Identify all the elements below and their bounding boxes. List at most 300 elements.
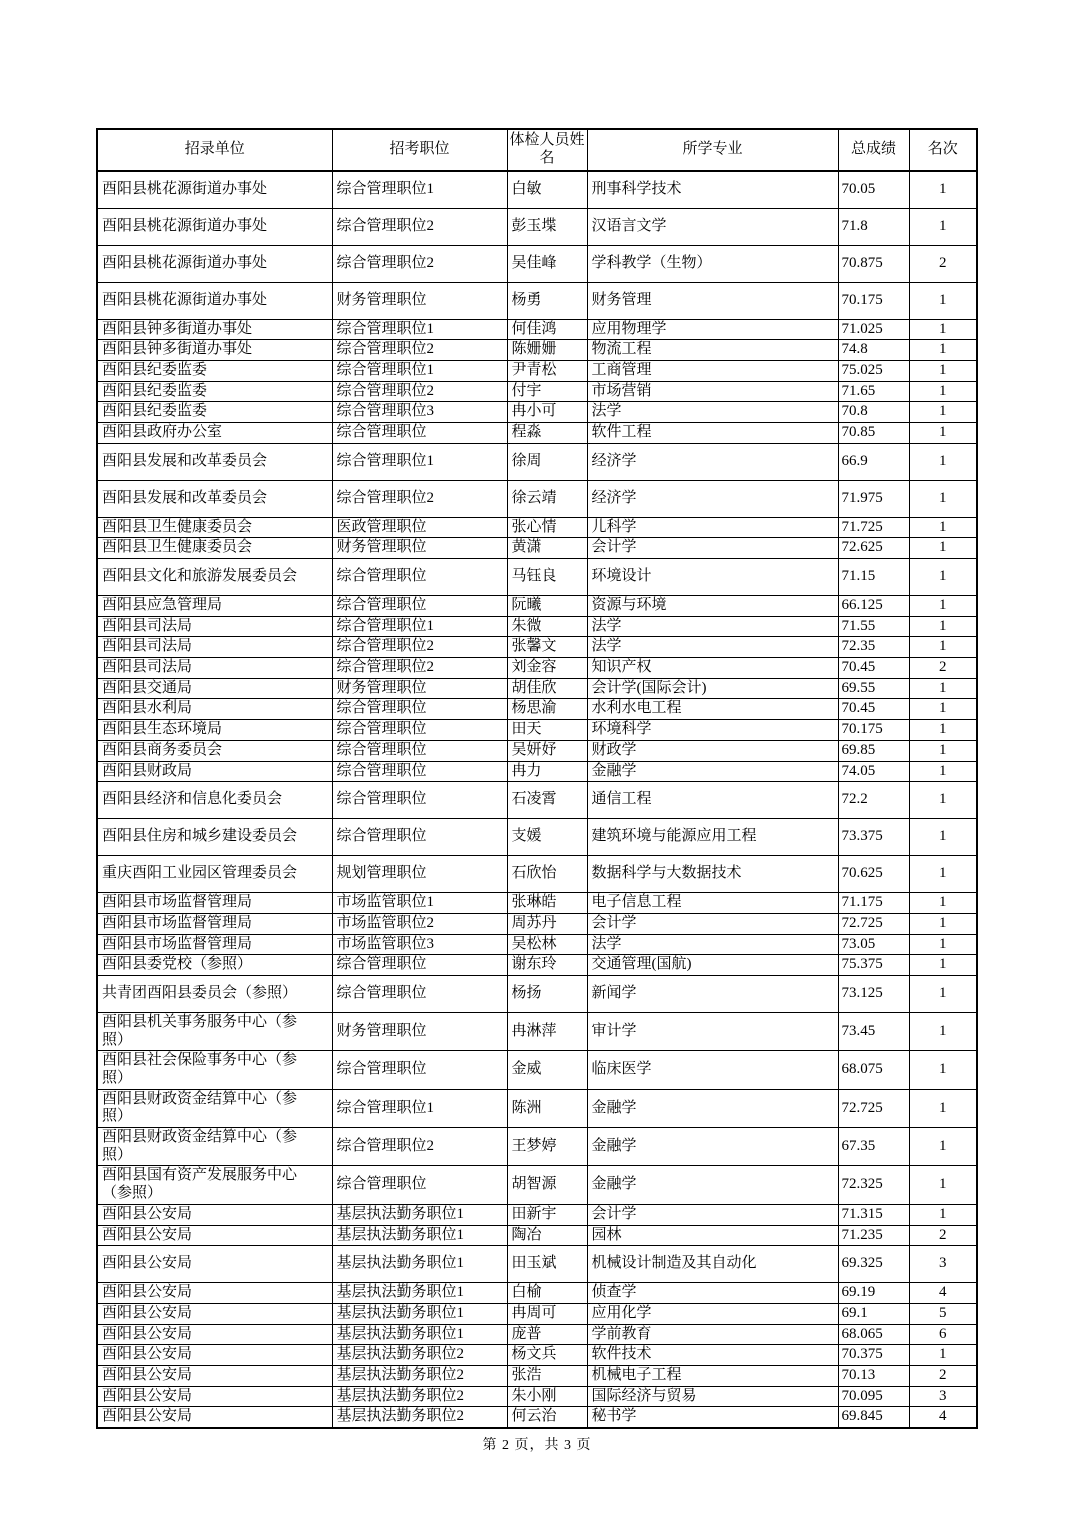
cell-position: 综合管理职位2	[332, 381, 507, 402]
table-row	[97, 1166, 977, 1204]
cell-name: 彭玉堞	[507, 208, 587, 245]
cell-rank: 1	[909, 761, 977, 782]
cell-rank: 1	[909, 740, 977, 761]
cell-major: 侦查学	[587, 1283, 838, 1304]
cell-name: 石欣怡	[507, 856, 587, 893]
cell-name: 白敏	[507, 171, 587, 208]
cell-score: 72.725	[838, 1089, 909, 1127]
cell-position: 综合管理职位	[332, 740, 507, 761]
cell-unit: 酉阳县应急管理局	[97, 596, 332, 617]
cell-position: 综合管理职位	[332, 422, 507, 443]
cell-unit: 酉阳县公安局	[97, 1246, 332, 1283]
table-row	[97, 282, 977, 319]
page-number-footer: 第 2 页，共 3 页	[482, 1438, 592, 1453]
table-row	[97, 1225, 977, 1246]
cell-name: 陶冶	[507, 1225, 587, 1246]
cell-score: 70.8	[838, 402, 909, 423]
table-row	[97, 1324, 977, 1345]
cell-rank: 3	[909, 1386, 977, 1407]
cell-unit: 酉阳县公安局	[97, 1345, 332, 1366]
header-major: 所学专业	[587, 129, 838, 171]
cell-unit: 酉阳县钟多街道办事处	[97, 340, 332, 361]
cell-score: 71.8	[838, 208, 909, 245]
cell-rank: 1	[909, 893, 977, 914]
cell-score: 70.05	[838, 171, 909, 208]
cell-name: 何云治	[507, 1407, 587, 1428]
cell-rank: 1	[909, 480, 977, 517]
results-table	[96, 128, 978, 1429]
cell-unit: 酉阳县公安局	[97, 1204, 332, 1225]
cell-score: 72.725	[838, 913, 909, 934]
cell-rank: 1	[909, 782, 977, 819]
table-row	[97, 1128, 977, 1166]
cell-major: 水利水电工程	[587, 699, 838, 720]
cell-position: 基层执法勤务职位1	[332, 1204, 507, 1225]
cell-unit: 酉阳县桃花源街道办事处	[97, 282, 332, 319]
cell-unit: 酉阳县生态环境局	[97, 720, 332, 741]
table-row	[97, 596, 977, 617]
cell-name: 周苏丹	[507, 913, 587, 934]
cell-major: 知识产权	[587, 658, 838, 679]
cell-position: 基层执法勤务职位1	[332, 1324, 507, 1345]
cell-name: 黄潇	[507, 538, 587, 559]
header-row	[97, 129, 977, 171]
cell-position: 综合管理职位	[332, 955, 507, 976]
table-row	[97, 782, 977, 819]
cell-position: 市场监管职位3	[332, 934, 507, 955]
cell-unit: 酉阳县纪委监委	[97, 402, 332, 423]
table-row	[97, 740, 977, 761]
cell-position: 综合管理职位2	[332, 637, 507, 658]
cell-rank: 1	[909, 955, 977, 976]
cell-unit: 酉阳县公安局	[97, 1324, 332, 1345]
cell-major: 刑事科学技术	[587, 171, 838, 208]
cell-major: 市场营销	[587, 381, 838, 402]
cell-unit: 酉阳县卫生健康委员会	[97, 517, 332, 538]
cell-major: 交通管理(国航)	[587, 955, 838, 976]
cell-score: 69.55	[838, 678, 909, 699]
cell-rank: 1	[909, 1166, 977, 1204]
cell-unit: 酉阳县公安局	[97, 1386, 332, 1407]
cell-unit: 酉阳县文化和旅游发展委员会	[97, 559, 332, 596]
cell-position: 综合管理职位1	[332, 1089, 507, 1127]
cell-name: 冉周可	[507, 1303, 587, 1324]
cell-position: 基层执法勤务职位1	[332, 1283, 507, 1304]
cell-rank: 1	[909, 559, 977, 596]
cell-major: 儿科学	[587, 517, 838, 538]
cell-score: 68.075	[838, 1051, 909, 1089]
cell-unit: 酉阳县纪委监委	[97, 360, 332, 381]
cell-score: 70.175	[838, 282, 909, 319]
cell-major: 财政学	[587, 740, 838, 761]
table-row	[97, 856, 977, 893]
cell-score: 70.375	[838, 1345, 909, 1366]
table-row	[97, 699, 977, 720]
cell-name: 杨扬	[507, 975, 587, 1012]
table-row	[97, 1012, 977, 1050]
cell-unit: 酉阳县财政资金结算中心（参照）	[97, 1128, 332, 1166]
cell-name: 杨勇	[507, 282, 587, 319]
cell-score: 70.875	[838, 245, 909, 282]
cell-unit: 酉阳县发展和改革委员会	[97, 480, 332, 517]
cell-position: 综合管理职位	[332, 720, 507, 741]
cell-major: 临床医学	[587, 1051, 838, 1089]
table-row	[97, 1407, 977, 1428]
cell-major: 电子信息工程	[587, 893, 838, 914]
cell-rank: 1	[909, 171, 977, 208]
cell-rank: 1	[909, 596, 977, 617]
cell-major: 会计学(国际会计)	[587, 678, 838, 699]
table-row	[97, 1089, 977, 1127]
cell-rank: 1	[909, 402, 977, 423]
cell-rank: 1	[909, 637, 977, 658]
cell-score: 71.55	[838, 616, 909, 637]
cell-rank: 1	[909, 934, 977, 955]
cell-major: 学前教育	[587, 1324, 838, 1345]
table-row	[97, 517, 977, 538]
table-row	[97, 658, 977, 679]
cell-score: 72.2	[838, 782, 909, 819]
cell-rank: 2	[909, 658, 977, 679]
cell-name: 徐云靖	[507, 480, 587, 517]
cell-name: 马钰良	[507, 559, 587, 596]
cell-score: 70.85	[838, 422, 909, 443]
cell-major: 数据科学与大数据技术	[587, 856, 838, 893]
cell-major: 环境科学	[587, 720, 838, 741]
cell-position: 综合管理职位	[332, 699, 507, 720]
table-row	[97, 538, 977, 559]
cell-name: 阮曦	[507, 596, 587, 617]
cell-unit: 酉阳县司法局	[97, 637, 332, 658]
cell-major: 金融学	[587, 1089, 838, 1127]
cell-name: 吴妍妤	[507, 740, 587, 761]
cell-major: 环境设计	[587, 559, 838, 596]
cell-major: 法学	[587, 402, 838, 423]
cell-name: 石凌霄	[507, 782, 587, 819]
cell-rank: 6	[909, 1324, 977, 1345]
cell-position: 综合管理职位1	[332, 319, 507, 340]
cell-rank: 1	[909, 282, 977, 319]
table-row	[97, 678, 977, 699]
cell-score: 70.095	[838, 1386, 909, 1407]
cell-position: 市场监管职位1	[332, 893, 507, 914]
cell-position: 基层执法勤务职位2	[332, 1365, 507, 1386]
cell-major: 法学	[587, 637, 838, 658]
cell-name: 尹青松	[507, 360, 587, 381]
cell-rank: 5	[909, 1303, 977, 1324]
cell-major: 金融学	[587, 1128, 838, 1166]
cell-name: 吴佳峰	[507, 245, 587, 282]
cell-name: 徐周	[507, 443, 587, 480]
cell-score: 71.975	[838, 480, 909, 517]
cell-major: 汉语言文学	[587, 208, 838, 245]
cell-position: 基层执法勤务职位2	[332, 1407, 507, 1428]
cell-position: 综合管理职位2	[332, 658, 507, 679]
cell-major: 经济学	[587, 480, 838, 517]
cell-rank: 2	[909, 1365, 977, 1386]
cell-rank: 1	[909, 319, 977, 340]
cell-position: 综合管理职位	[332, 761, 507, 782]
cell-unit: 酉阳县市场监督管理局	[97, 913, 332, 934]
cell-position: 财务管理职位	[332, 282, 507, 319]
cell-position: 综合管理职位1	[332, 443, 507, 480]
cell-position: 基层执法勤务职位2	[332, 1345, 507, 1366]
cell-rank: 1	[909, 975, 977, 1012]
cell-score: 73.45	[838, 1012, 909, 1050]
cell-name: 张心情	[507, 517, 587, 538]
cell-position: 财务管理职位	[332, 1012, 507, 1050]
cell-rank: 1	[909, 819, 977, 856]
cell-position: 综合管理职位	[332, 559, 507, 596]
cell-rank: 1	[909, 381, 977, 402]
cell-rank: 1	[909, 1051, 977, 1089]
cell-major: 物流工程	[587, 340, 838, 361]
cell-name: 陈姗姗	[507, 340, 587, 361]
cell-score: 71.235	[838, 1225, 909, 1246]
cell-unit: 酉阳县纪委监委	[97, 381, 332, 402]
cell-major: 国际经济与贸易	[587, 1386, 838, 1407]
cell-rank: 1	[909, 1345, 977, 1366]
cell-name: 张浩	[507, 1365, 587, 1386]
cell-position: 综合管理职位1	[332, 360, 507, 381]
cell-position: 财务管理职位	[332, 538, 507, 559]
header-total-score: 总成绩	[838, 129, 909, 171]
header-candidate-name: 体检人员姓名	[507, 129, 587, 171]
cell-position: 综合管理职位2	[332, 340, 507, 361]
cell-unit: 酉阳县国有资产发展服务中心（参照）	[97, 1166, 332, 1204]
cell-name: 白榆	[507, 1283, 587, 1304]
cell-name: 张琳皓	[507, 893, 587, 914]
table-row	[97, 934, 977, 955]
table-row	[97, 637, 977, 658]
cell-position: 综合管理职位	[332, 596, 507, 617]
table-row	[97, 171, 977, 208]
cell-score: 67.35	[838, 1128, 909, 1166]
cell-unit: 酉阳县商务委员会	[97, 740, 332, 761]
cell-unit: 酉阳县经济和信息化委员会	[97, 782, 332, 819]
table-row	[97, 360, 977, 381]
cell-score: 68.065	[838, 1324, 909, 1345]
cell-score: 72.325	[838, 1166, 909, 1204]
cell-position: 基层执法勤务职位1	[332, 1246, 507, 1283]
cell-unit: 酉阳县住房和城乡建设委员会	[97, 819, 332, 856]
cell-rank: 1	[909, 360, 977, 381]
cell-unit: 酉阳县市场监督管理局	[97, 934, 332, 955]
table-row	[97, 1345, 977, 1366]
cell-major: 软件技术	[587, 1345, 838, 1366]
cell-unit: 酉阳县交通局	[97, 678, 332, 699]
cell-score: 75.375	[838, 955, 909, 976]
cell-score: 69.19	[838, 1283, 909, 1304]
cell-rank: 2	[909, 1225, 977, 1246]
table-row	[97, 1051, 977, 1089]
cell-rank: 4	[909, 1283, 977, 1304]
table-row	[97, 1365, 977, 1386]
table-row	[97, 1204, 977, 1225]
cell-unit: 酉阳县市场监督管理局	[97, 893, 332, 914]
table-row	[97, 319, 977, 340]
cell-name: 冉淋萍	[507, 1012, 587, 1050]
cell-major: 秘书学	[587, 1407, 838, 1428]
table-row	[97, 245, 977, 282]
cell-score: 72.35	[838, 637, 909, 658]
cell-unit: 酉阳县司法局	[97, 658, 332, 679]
cell-name: 胡智源	[507, 1166, 587, 1204]
cell-score: 71.175	[838, 893, 909, 914]
cell-score: 70.625	[838, 856, 909, 893]
cell-score: 72.625	[838, 538, 909, 559]
table-row	[97, 381, 977, 402]
header-position: 招考职位	[332, 129, 507, 171]
cell-rank: 1	[909, 1128, 977, 1166]
table-row	[97, 761, 977, 782]
cell-unit: 酉阳县水利局	[97, 699, 332, 720]
cell-major: 金融学	[587, 761, 838, 782]
cell-position: 综合管理职位2	[332, 208, 507, 245]
cell-name: 朱小刚	[507, 1386, 587, 1407]
cell-major: 建筑环境与能源应用工程	[587, 819, 838, 856]
cell-position: 综合管理职位	[332, 782, 507, 819]
cell-score: 70.175	[838, 720, 909, 741]
cell-score: 69.845	[838, 1407, 909, 1428]
table-row	[97, 559, 977, 596]
table-row	[97, 720, 977, 741]
table-row	[97, 422, 977, 443]
cell-rank: 1	[909, 517, 977, 538]
table-row	[97, 1303, 977, 1324]
cell-unit: 酉阳县社会保险事务中心（参照）	[97, 1051, 332, 1089]
cell-score: 66.9	[838, 443, 909, 480]
cell-score: 70.45	[838, 699, 909, 720]
cell-major: 财务管理	[587, 282, 838, 319]
cell-major: 审计学	[587, 1012, 838, 1050]
cell-rank: 1	[909, 443, 977, 480]
cell-rank: 1	[909, 720, 977, 741]
cell-name: 程淼	[507, 422, 587, 443]
table-row	[97, 208, 977, 245]
cell-score: 71.025	[838, 319, 909, 340]
cell-major: 通信工程	[587, 782, 838, 819]
cell-major: 资源与环境	[587, 596, 838, 617]
cell-unit: 酉阳县委党校（参照）	[97, 955, 332, 976]
cell-name: 杨思渝	[507, 699, 587, 720]
cell-rank: 1	[909, 699, 977, 720]
cell-unit: 酉阳县公安局	[97, 1365, 332, 1386]
cell-unit: 酉阳县钟多街道办事处	[97, 319, 332, 340]
table-row	[97, 1246, 977, 1283]
cell-name: 付宇	[507, 381, 587, 402]
cell-rank: 1	[909, 616, 977, 637]
cell-major: 会计学	[587, 538, 838, 559]
cell-score: 70.13	[838, 1365, 909, 1386]
table-row	[97, 480, 977, 517]
cell-unit: 酉阳县发展和改革委员会	[97, 443, 332, 480]
table-row	[97, 1283, 977, 1304]
cell-score: 73.375	[838, 819, 909, 856]
cell-unit: 酉阳县公安局	[97, 1407, 332, 1428]
cell-rank: 1	[909, 856, 977, 893]
cell-position: 基层执法勤务职位2	[332, 1386, 507, 1407]
cell-name: 胡佳欣	[507, 678, 587, 699]
cell-score: 73.125	[838, 975, 909, 1012]
cell-rank: 1	[909, 1089, 977, 1127]
cell-major: 应用物理学	[587, 319, 838, 340]
cell-unit: 酉阳县桃花源街道办事处	[97, 245, 332, 282]
cell-position: 综合管理职位1	[332, 616, 507, 637]
cell-rank: 3	[909, 1246, 977, 1283]
cell-score: 69.325	[838, 1246, 909, 1283]
cell-name: 庞普	[507, 1324, 587, 1345]
table-row	[97, 955, 977, 976]
cell-rank: 1	[909, 208, 977, 245]
cell-rank: 1	[909, 340, 977, 361]
cell-name: 田玉斌	[507, 1246, 587, 1283]
cell-score: 66.125	[838, 596, 909, 617]
cell-score: 74.8	[838, 340, 909, 361]
cell-rank: 1	[909, 678, 977, 699]
table-row	[97, 819, 977, 856]
cell-name: 何佳鸿	[507, 319, 587, 340]
cell-score: 69.1	[838, 1303, 909, 1324]
cell-position: 综合管理职位2	[332, 480, 507, 517]
cell-position: 规划管理职位	[332, 856, 507, 893]
cell-name: 田新宇	[507, 1204, 587, 1225]
cell-name: 朱微	[507, 616, 587, 637]
cell-unit: 酉阳县公安局	[97, 1225, 332, 1246]
cell-unit: 酉阳县桃花源街道办事处	[97, 208, 332, 245]
cell-name: 陈洲	[507, 1089, 587, 1127]
cell-unit: 共青团酉阳县委员会（参照）	[97, 975, 332, 1012]
cell-rank: 1	[909, 422, 977, 443]
cell-position: 综合管理职位1	[332, 171, 507, 208]
table-row	[97, 340, 977, 361]
cell-score: 71.315	[838, 1204, 909, 1225]
cell-major: 工商管理	[587, 360, 838, 381]
table-row	[97, 975, 977, 1012]
cell-score: 70.45	[838, 658, 909, 679]
cell-unit: 酉阳县司法局	[97, 616, 332, 637]
cell-major: 法学	[587, 616, 838, 637]
cell-position: 财务管理职位	[332, 678, 507, 699]
cell-name: 杨文兵	[507, 1345, 587, 1366]
cell-score: 75.025	[838, 360, 909, 381]
cell-position: 综合管理职位	[332, 975, 507, 1012]
header-unit: 招录单位	[97, 129, 332, 171]
cell-score: 69.85	[838, 740, 909, 761]
cell-score: 71.725	[838, 517, 909, 538]
cell-position: 医政管理职位	[332, 517, 507, 538]
cell-major: 应用化学	[587, 1303, 838, 1324]
cell-major: 新闻学	[587, 975, 838, 1012]
cell-major: 机械设计制造及其自动化	[587, 1246, 838, 1283]
table-row	[97, 443, 977, 480]
cell-position: 综合管理职位3	[332, 402, 507, 423]
cell-major: 法学	[587, 934, 838, 955]
cell-major: 机械电子工程	[587, 1365, 838, 1386]
cell-position: 基层执法勤务职位1	[332, 1225, 507, 1246]
cell-position: 综合管理职位2	[332, 1128, 507, 1166]
cell-name: 支媛	[507, 819, 587, 856]
cell-major: 软件工程	[587, 422, 838, 443]
cell-position: 综合管理职位2	[332, 245, 507, 282]
cell-major: 会计学	[587, 1204, 838, 1225]
cell-rank: 1	[909, 538, 977, 559]
cell-major: 经济学	[587, 443, 838, 480]
cell-major: 会计学	[587, 913, 838, 934]
cell-unit: 酉阳县财政局	[97, 761, 332, 782]
cell-unit: 酉阳县公安局	[97, 1303, 332, 1324]
cell-score: 71.15	[838, 559, 909, 596]
